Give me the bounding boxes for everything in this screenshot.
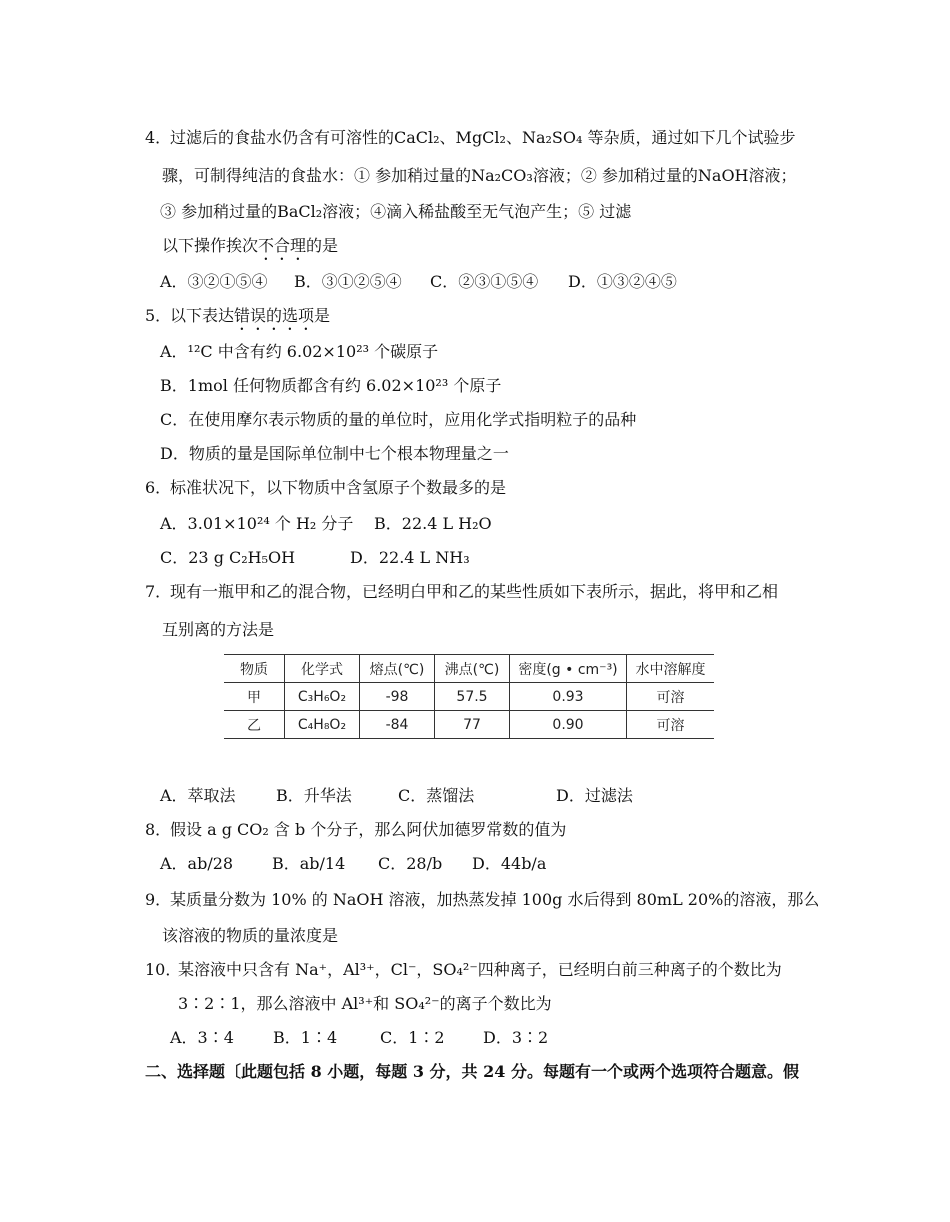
q10-number: 10． bbox=[145, 960, 182, 979]
q4-number: 4． bbox=[145, 128, 172, 147]
q8-option-a: A．ab/28 bbox=[160, 854, 234, 873]
table-row bbox=[224, 711, 714, 739]
table-cell: 可溶 bbox=[627, 711, 715, 739]
table-cell: 可溶 bbox=[627, 683, 715, 711]
table-cell: 甲 bbox=[247, 689, 261, 706]
q9-stem-line1: 某质量分数为 10% 的 NaOH 溶液，加热蒸发掉 100g 水后得到 80mL 20%的溶液，那么 bbox=[170, 890, 820, 909]
q4-option-b: B．③①②⑤④ bbox=[294, 272, 402, 291]
q4-emphasis: 不合理 bbox=[258, 236, 307, 255]
q5-option-d: D．物质的量是国际单位制中七个根本物理量之一 bbox=[160, 444, 509, 463]
q4-option-a: A．③②①⑤④ bbox=[160, 272, 268, 291]
q8-option-c: C．28/b bbox=[378, 854, 443, 873]
q7-option-b: B．升华法 bbox=[276, 786, 352, 805]
q4-stem-line4-prefix: 以下操作挨次 bbox=[162, 236, 259, 255]
q8-option-d: D．44b/a bbox=[472, 854, 547, 873]
q5-number: 5． bbox=[145, 306, 172, 325]
q4-option-c: C．②③①⑤④ bbox=[430, 272, 539, 291]
q9-number: 9． bbox=[145, 890, 172, 909]
q6-option-d: D．22.4 L NH₃ bbox=[350, 548, 470, 567]
q4-stem-line2: 骤，可制得纯洁的食盐水：① 参加稍过量的Na₂CO₃溶液；② 参加稍过量的NaOH溶液； bbox=[162, 166, 797, 185]
q6-stem: 标准状况下，以下物质中含氢原子个数最多的是 bbox=[170, 478, 507, 497]
q5-stem-suffix: 是 bbox=[314, 306, 331, 325]
q8-stem: 假设 a g CO₂ 含 b 个分子，那么阿伏加德罗常数的值为 bbox=[170, 820, 567, 839]
table-cell: 0.93 bbox=[510, 683, 627, 711]
q7-stem-line1: 现有一瓶甲和乙的混合物，已经明白甲和乙的某些性质如下表所示，据此，将甲和乙相 bbox=[170, 582, 779, 601]
q6-option-a: A．3.01×10²⁴ 个 H₂ 分子 bbox=[160, 514, 354, 533]
table-header-cell: 熔点(℃) bbox=[360, 655, 435, 683]
table-header-cell: 化学式 bbox=[285, 655, 360, 683]
table-cell: 乙 bbox=[247, 717, 261, 734]
q7-stem-line2: 互别离的方法是 bbox=[162, 620, 275, 639]
q7-option-a: A．萃取法 bbox=[160, 786, 236, 805]
q6-number: 6． bbox=[145, 478, 172, 497]
q10-option-b: B．1∶4 bbox=[273, 1028, 338, 1047]
q5-option-b: B．1mol 任何物质都含有约 6.02×10²³ 个原子 bbox=[160, 376, 502, 395]
q10-option-d: D．3∶2 bbox=[483, 1028, 549, 1047]
table-header-cell: 沸点(℃) bbox=[435, 655, 510, 683]
q4-stem-line1: 过滤后的食盐水仍含有可溶性的CaCl₂、MgCl₂、Na₂SO₄ 等杂质，通过如下几个试验步 bbox=[170, 128, 796, 147]
q9-stem-line2: 该溶液的物质的量浓度是 bbox=[162, 926, 339, 945]
q5-emphasis: 错误的选项 bbox=[234, 306, 315, 325]
table-cell: -84 bbox=[360, 711, 435, 739]
q5-option-a: A．¹²C 中含有约 6.02×10²³ 个碳原子 bbox=[160, 342, 439, 361]
q7-number: 7． bbox=[145, 582, 172, 601]
q5-stem bbox=[170, 306, 330, 334]
q7-option-c: C．蒸馏法 bbox=[398, 786, 475, 805]
q7-option-d: D．过滤法 bbox=[556, 786, 633, 805]
table-cell: C₄H₈O₂ bbox=[285, 711, 360, 739]
section-two-heading: 二、选择题〔此题包括 8 小题，每题 3 分，共 24 分。每题有一个或两个选项符合题意。假 bbox=[145, 1062, 799, 1081]
q6-option-c: C．23 g C₂H₅OH bbox=[160, 548, 296, 567]
q10-option-a: A．3∶4 bbox=[170, 1028, 234, 1047]
q10-stem-line1: 某溶液中只含有 Na⁺，Al³⁺，Cl⁻，SO₄²⁻四种离子，已经明白前三种离子的个数比为 bbox=[178, 960, 782, 979]
table-cell: 0.90 bbox=[510, 711, 627, 739]
table-header-cell: 密度(g • cm⁻³) bbox=[510, 655, 627, 683]
q4-stem-line4 bbox=[162, 236, 338, 264]
q8-number: 8． bbox=[145, 820, 172, 839]
q4-stem-line4-suffix: 的是 bbox=[306, 236, 339, 255]
table-cell: 57.5 bbox=[435, 683, 510, 711]
table-cell: -98 bbox=[360, 683, 435, 711]
table-cell: C₃H₆O₂ bbox=[285, 683, 360, 711]
q10-stem-line2: 3∶2∶1，那么溶液中 Al³⁺和 SO₄²⁻的离子个数比为 bbox=[178, 994, 552, 1013]
table-row bbox=[224, 683, 714, 711]
table-header-cell: 物质 bbox=[240, 661, 268, 678]
q4-option-d: D．①③②④⑤ bbox=[568, 272, 677, 291]
table-cell: 77 bbox=[435, 711, 510, 739]
q4-stem-line3: ③ 参加稍过量的BaCl₂溶液；④滴入稀盐酸至无气泡产生；⑤ 过滤 bbox=[160, 202, 632, 221]
q10-option-c: C．1∶2 bbox=[380, 1028, 445, 1047]
table-header-row bbox=[224, 655, 714, 683]
q5-stem-prefix: 以下表达 bbox=[170, 306, 235, 325]
q8-option-b: B．ab/14 bbox=[272, 854, 346, 873]
q6-option-b: B．22.4 L H₂O bbox=[374, 514, 492, 533]
properties-table bbox=[224, 654, 714, 739]
q5-option-c: C．在使用摩尔表示物质的量的单位时，应用化学式指明粒子的品种 bbox=[160, 410, 637, 429]
table-header-cell: 水中溶解度 bbox=[627, 655, 715, 683]
